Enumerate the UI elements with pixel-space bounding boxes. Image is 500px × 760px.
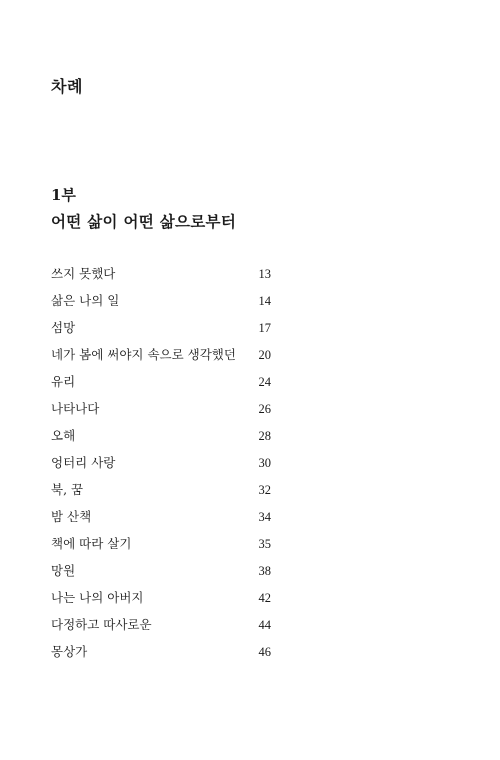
toc-entry [51, 507, 271, 534]
entry-page-number: 17 [258, 321, 271, 335]
entry-page-number: 24 [258, 375, 271, 389]
entry-title: 엉터리 사랑 [51, 455, 116, 470]
toc-entry [51, 534, 271, 561]
entry-title: 망원 [51, 563, 76, 578]
entry-page-number: 28 [258, 429, 271, 443]
entry-page-number: 32 [258, 483, 271, 497]
entry-title: 밤 산책 [51, 509, 92, 524]
toc-entry-list [51, 264, 271, 669]
entry-page-number: 38 [258, 564, 271, 578]
entry-page-number: 44 [258, 618, 271, 632]
toc-entry [51, 453, 271, 480]
toc-entry [51, 426, 271, 453]
toc-entry [51, 480, 271, 507]
toc-entry [51, 291, 271, 318]
entry-page-number: 13 [258, 267, 271, 281]
toc-entry [51, 345, 271, 372]
entry-title: 삶은 나의 일 [51, 293, 120, 308]
entry-page-number: 20 [258, 348, 271, 362]
toc-entry [51, 615, 271, 642]
toc-entry [51, 372, 271, 399]
entry-page-number: 30 [258, 456, 271, 470]
entry-title: 쓰지 못했다 [51, 266, 116, 281]
toc-title: 차례 [51, 77, 83, 96]
entry-page-number: 34 [258, 510, 271, 524]
entry-title: 유리 [51, 374, 76, 389]
entry-title: 섬망 [51, 320, 76, 335]
entry-page-number: 14 [258, 294, 271, 308]
entry-title: 다정하고 따사로운 [51, 617, 152, 632]
entry-title: 나타나다 [51, 401, 100, 416]
toc-entry [51, 588, 271, 615]
toc-entry [51, 318, 271, 345]
entry-page-number: 35 [258, 537, 271, 551]
entry-title: 몽상가 [51, 644, 88, 659]
entry-title: 북, 꿈 [51, 482, 84, 497]
toc-entry [51, 264, 271, 291]
part-title: 어떤 삶이 어떤 삶으로부터 [51, 212, 237, 231]
toc-entry [51, 561, 271, 588]
entry-title: 나는 나의 아버지 [51, 590, 144, 605]
part-number: 1부 [51, 186, 76, 204]
entry-title: 네가 봄에 써야지 속으로 생각했던 [51, 347, 236, 362]
entry-page-number: 46 [258, 645, 271, 659]
entry-page-number: 26 [258, 402, 271, 416]
toc-entry [51, 642, 271, 669]
toc-entry [51, 399, 271, 426]
entry-title: 책에 따라 살기 [51, 536, 132, 551]
entry-page-number: 42 [258, 591, 271, 605]
entry-title: 오해 [51, 428, 76, 443]
